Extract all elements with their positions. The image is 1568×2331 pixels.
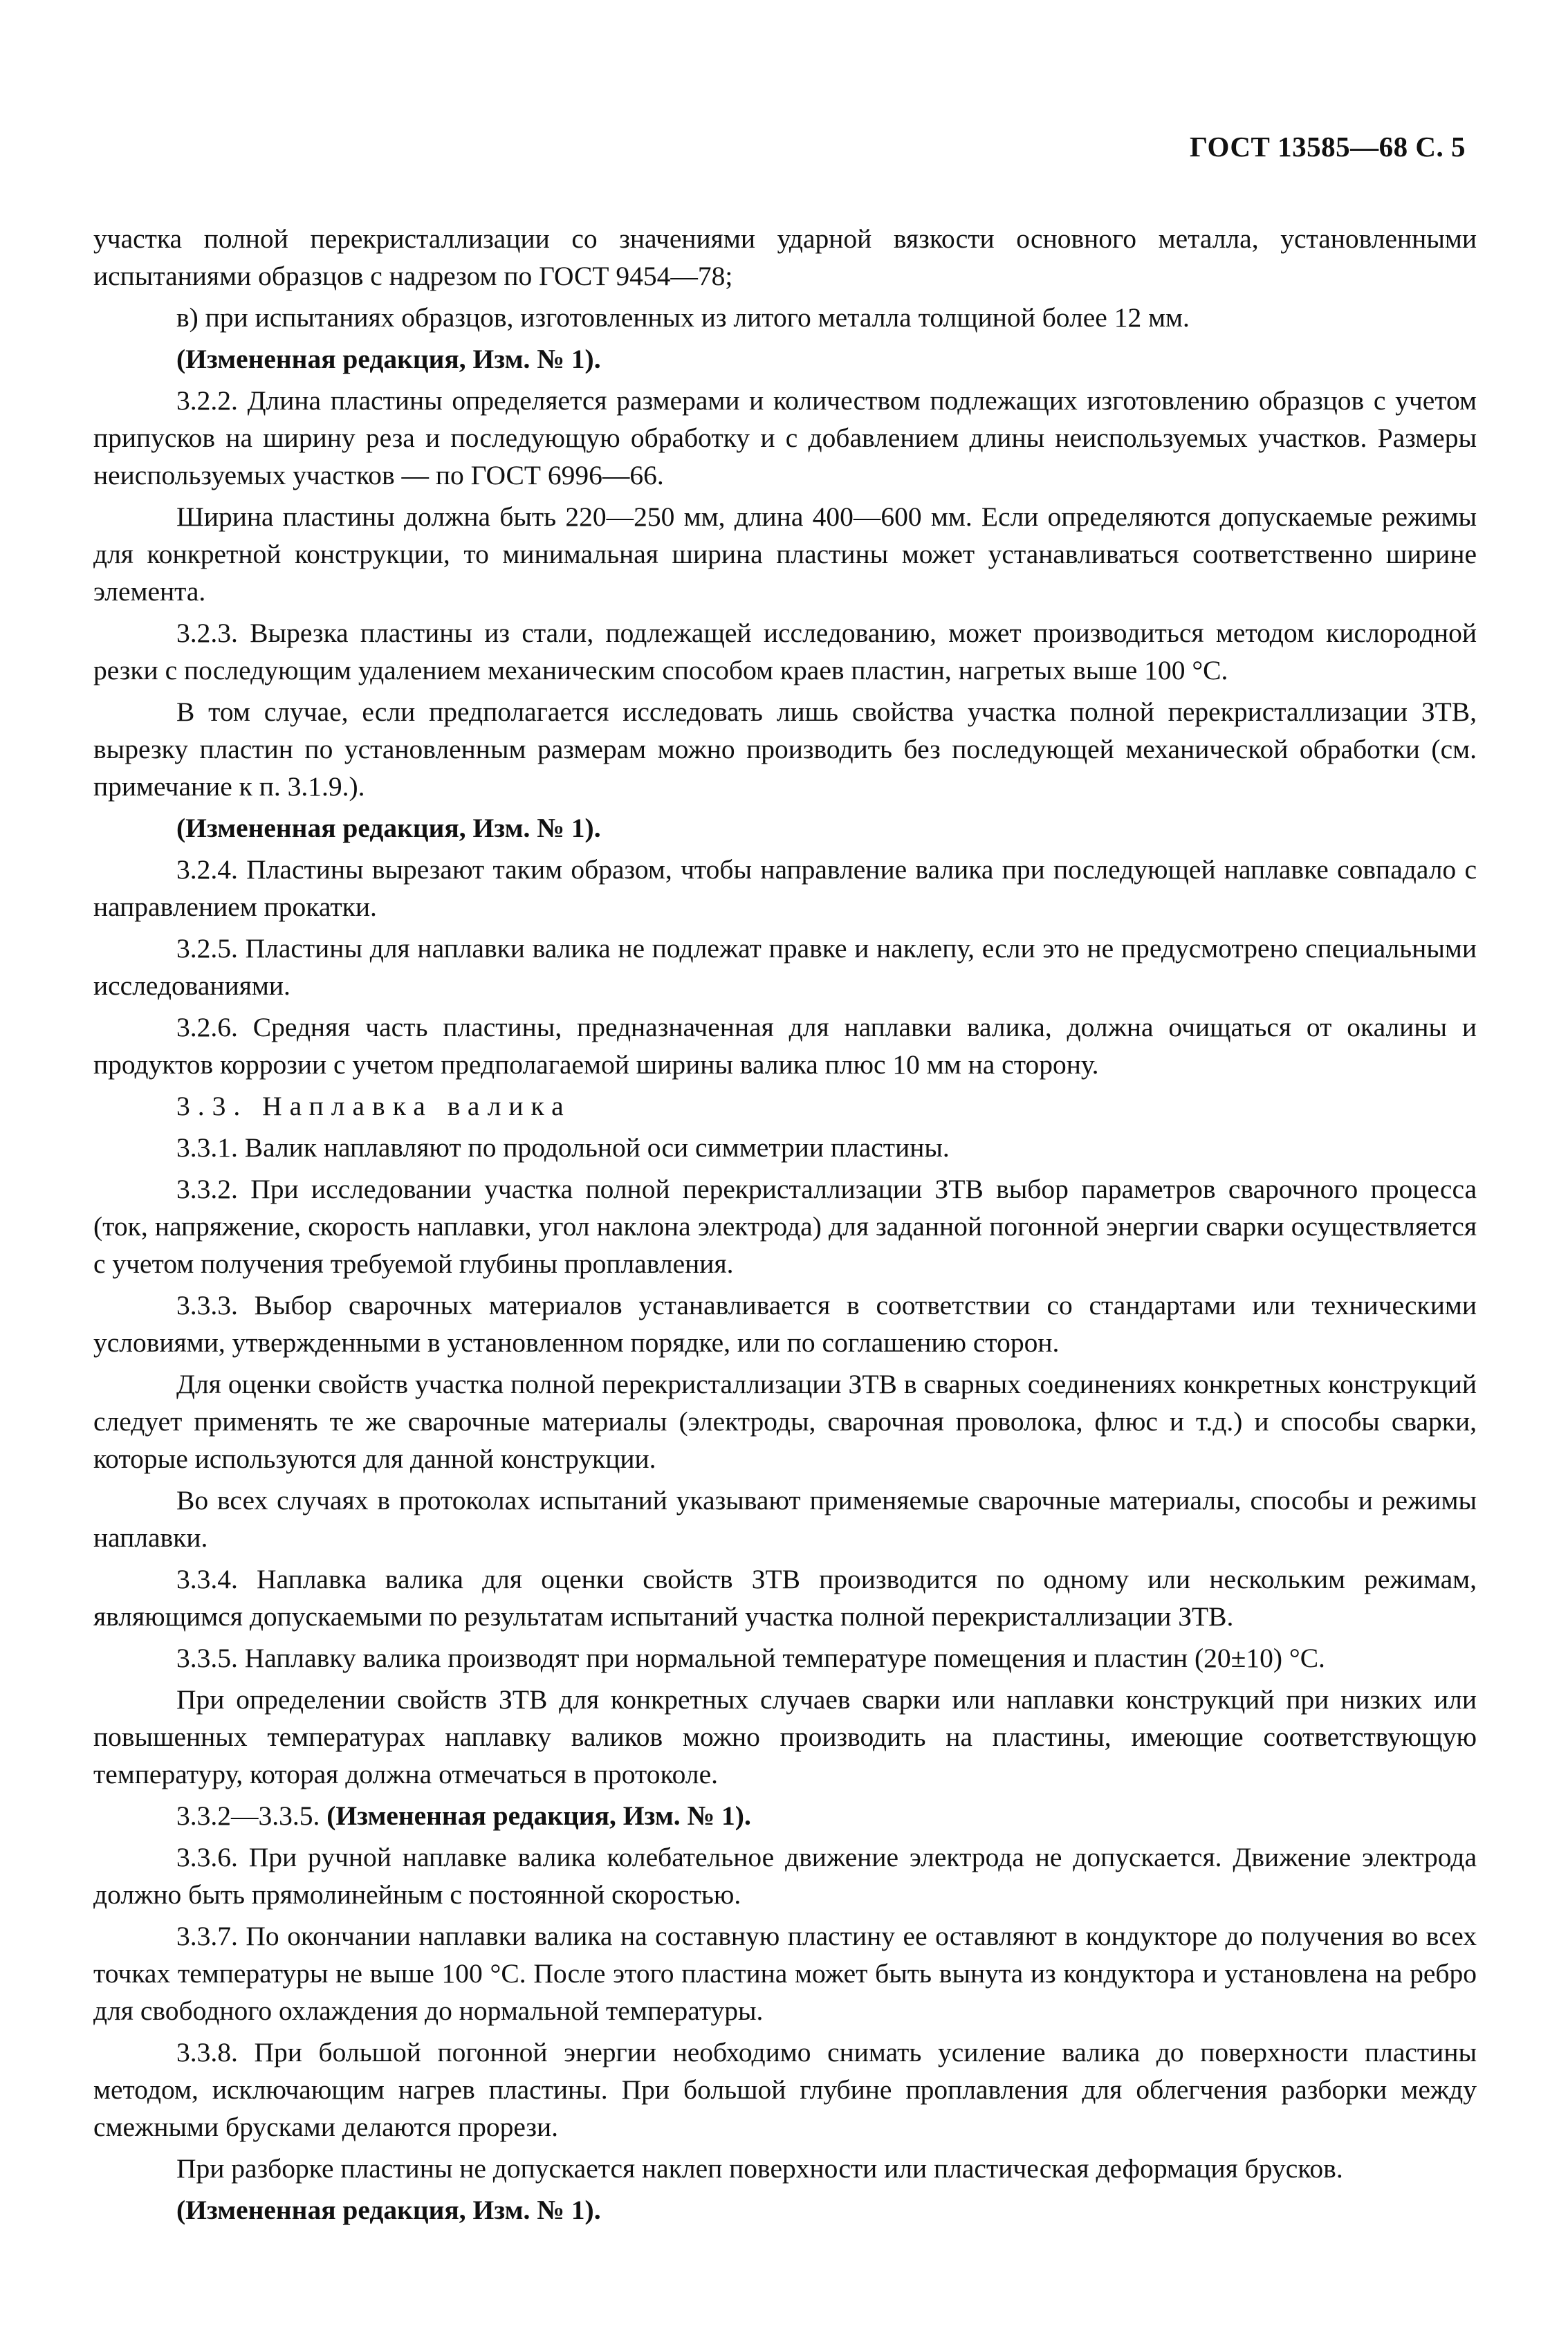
paragraph: 3.3.1. Валик наплавляют по продольной оси симметрии пластины. xyxy=(176,1132,950,1163)
paragraph: в) при испытаниях образцов, изготовленных из литого металла толщиной более 12 мм. xyxy=(176,302,1190,333)
paragraph: При разборке пластины не допускается наклеп поверхности или пластическая деформация брусков. xyxy=(176,2153,1343,2184)
paragraph: Во всех случаях в протоколах испытаний указывают применяемые сварочные материалы, способы и режимы наплавки. xyxy=(93,1485,1477,1553)
paragraph: 3.2.6. Средняя часть пластины, предназначенная для наплавки валика, должна очищаться от окалины и продуктов коррозии с учетом предполагаемой ширины валика плюс 10 мм на сторону. xyxy=(93,1012,1477,1080)
paragraph: 3.3.8. При большой погонной энергии необходимо снимать усиление валика до поверхности пластины методом, исключающим нагрев пластины. При большой глубине проплавления для облегчения разборки между смежными брусками делаются прорези. xyxy=(93,2037,1477,2142)
paragraph: При определении свойств ЗТВ для конкретных случаев сварки или наплавки конструкций при низких или повышенных температурах наплавку валиков можно производить на пластины, имеющие соответствующую температуру, которая должна отмечаться в протоколе. xyxy=(93,1684,1477,1789)
paragraph: Ширина пластины должна быть 220—250 мм, длина 400—600 мм. Если определяются допускаемые режимы для конкретной конструкции, то минимальная ширина пластины может устанавливаться соответственно ширине элемента. xyxy=(93,501,1477,607)
paragraph: 3.3.5. Наплавку валика производят при нормальной температуре помещения и пластин (20±10) °С. xyxy=(176,1643,1325,1673)
revision-note-line xyxy=(93,1797,1477,1834)
paragraph: 3.2.2. Длина пластины определяется размерами и количеством подлежащих изготовлению образцов с учетом припусков на ширину реза и последующую обработку и с добавлением длины неиспользуемых участков. Размеры неиспользуемых участков — по ГОСТ 6996—66. xyxy=(93,385,1477,490)
revision-note: (Измененная редакция, Изм. № 1). xyxy=(176,813,601,843)
paragraph: 3.3.7. По окончании наплавки валика на составную пластину ее оставляют в кондукторе до получения во всех точках температуры не выше 100 °С. После этого пластина может быть вынута из кондуктора и установлена на ребро для свободного охлаждения до нормальной температуры. xyxy=(93,1921,1477,2026)
page-header: ГОСТ 13585—68 С. 5 xyxy=(1189,131,1466,163)
clause-range: 3.3.2—3.3.5. xyxy=(176,1800,320,1831)
paragraph: 3.3.6. При ручной наплавке валика колебательное движение электрода не допускается. Движение электрода должно быть прямолинейным с постоянной скоростью. xyxy=(93,1842,1477,1910)
document-body xyxy=(93,220,1477,2233)
paragraph: Для оценки свойств участка полной перекристаллизации ЗТВ в сварных соединениях конкретных конструкций следует применять те же сварочные материалы (электроды, сварочная проволока, флюс и т.д.) и способы сварки, которые используются для данной конструкции. xyxy=(93,1369,1477,1474)
paragraph: 3.2.5. Пластины для наплавки валика не подлежат правке и наклепу, если это не предусмотрено специальными исследованиями. xyxy=(93,933,1477,1001)
paragraph: 3.2.3. Вырезка пластины из стали, подлежащей исследованию, может производиться методом кислородной резки с последующим удалением механическим способом краев пластин, нагретых выше 100 °С. xyxy=(93,618,1477,685)
paragraph: 3.3.3. Выбор сварочных материалов устанавливается в соответствии со стандартами или техническими условиями, утвержденными в установленном порядке, или по соглашению сторон. xyxy=(93,1290,1477,1358)
paragraph: участка полной перекристаллизации со значениями ударной вязкости основного металла, установленными испытаниями образцов с надрезом по ГОСТ 9454—78; xyxy=(93,223,1477,291)
paragraph: 3.3.4. Наплавка валика для оценки свойств ЗТВ производится по одному или нескольким режимам, являющимся допускаемыми по результатам испытаний участка полной перекристаллизации ЗТВ. xyxy=(93,1564,1477,1632)
paragraph: В том случае, если предполагается исследовать лишь свойства участка полной перекристаллизации ЗТВ, вырезку пластин по установленным размерам можно производить без последующей механической обработки (см. примечание к п. 3.1.9.). xyxy=(93,697,1477,802)
revision-note: (Измененная редакция, Изм. № 1). xyxy=(176,2195,601,2225)
paragraph: 3.3.2. При исследовании участка полной перекристаллизации ЗТВ выбор параметров сварочного процесса (ток, напряжение, скорость наплавки, угол наклона электрода) для заданной погонной энергии сварки осуществляется с учетом получения требуемой глубины проплавления. xyxy=(93,1174,1477,1279)
revision-note: (Измененная редакция, Изм. № 1). xyxy=(326,1800,751,1831)
revision-note: (Измененная редакция, Изм. № 1). xyxy=(176,344,601,374)
section-heading: 3.3. Наплавка валика xyxy=(176,1091,571,1121)
paragraph: 3.2.4. Пластины вырезают таким образом, чтобы направление валика при последующей наплавке совпадало с направлением прокатки. xyxy=(93,854,1477,922)
